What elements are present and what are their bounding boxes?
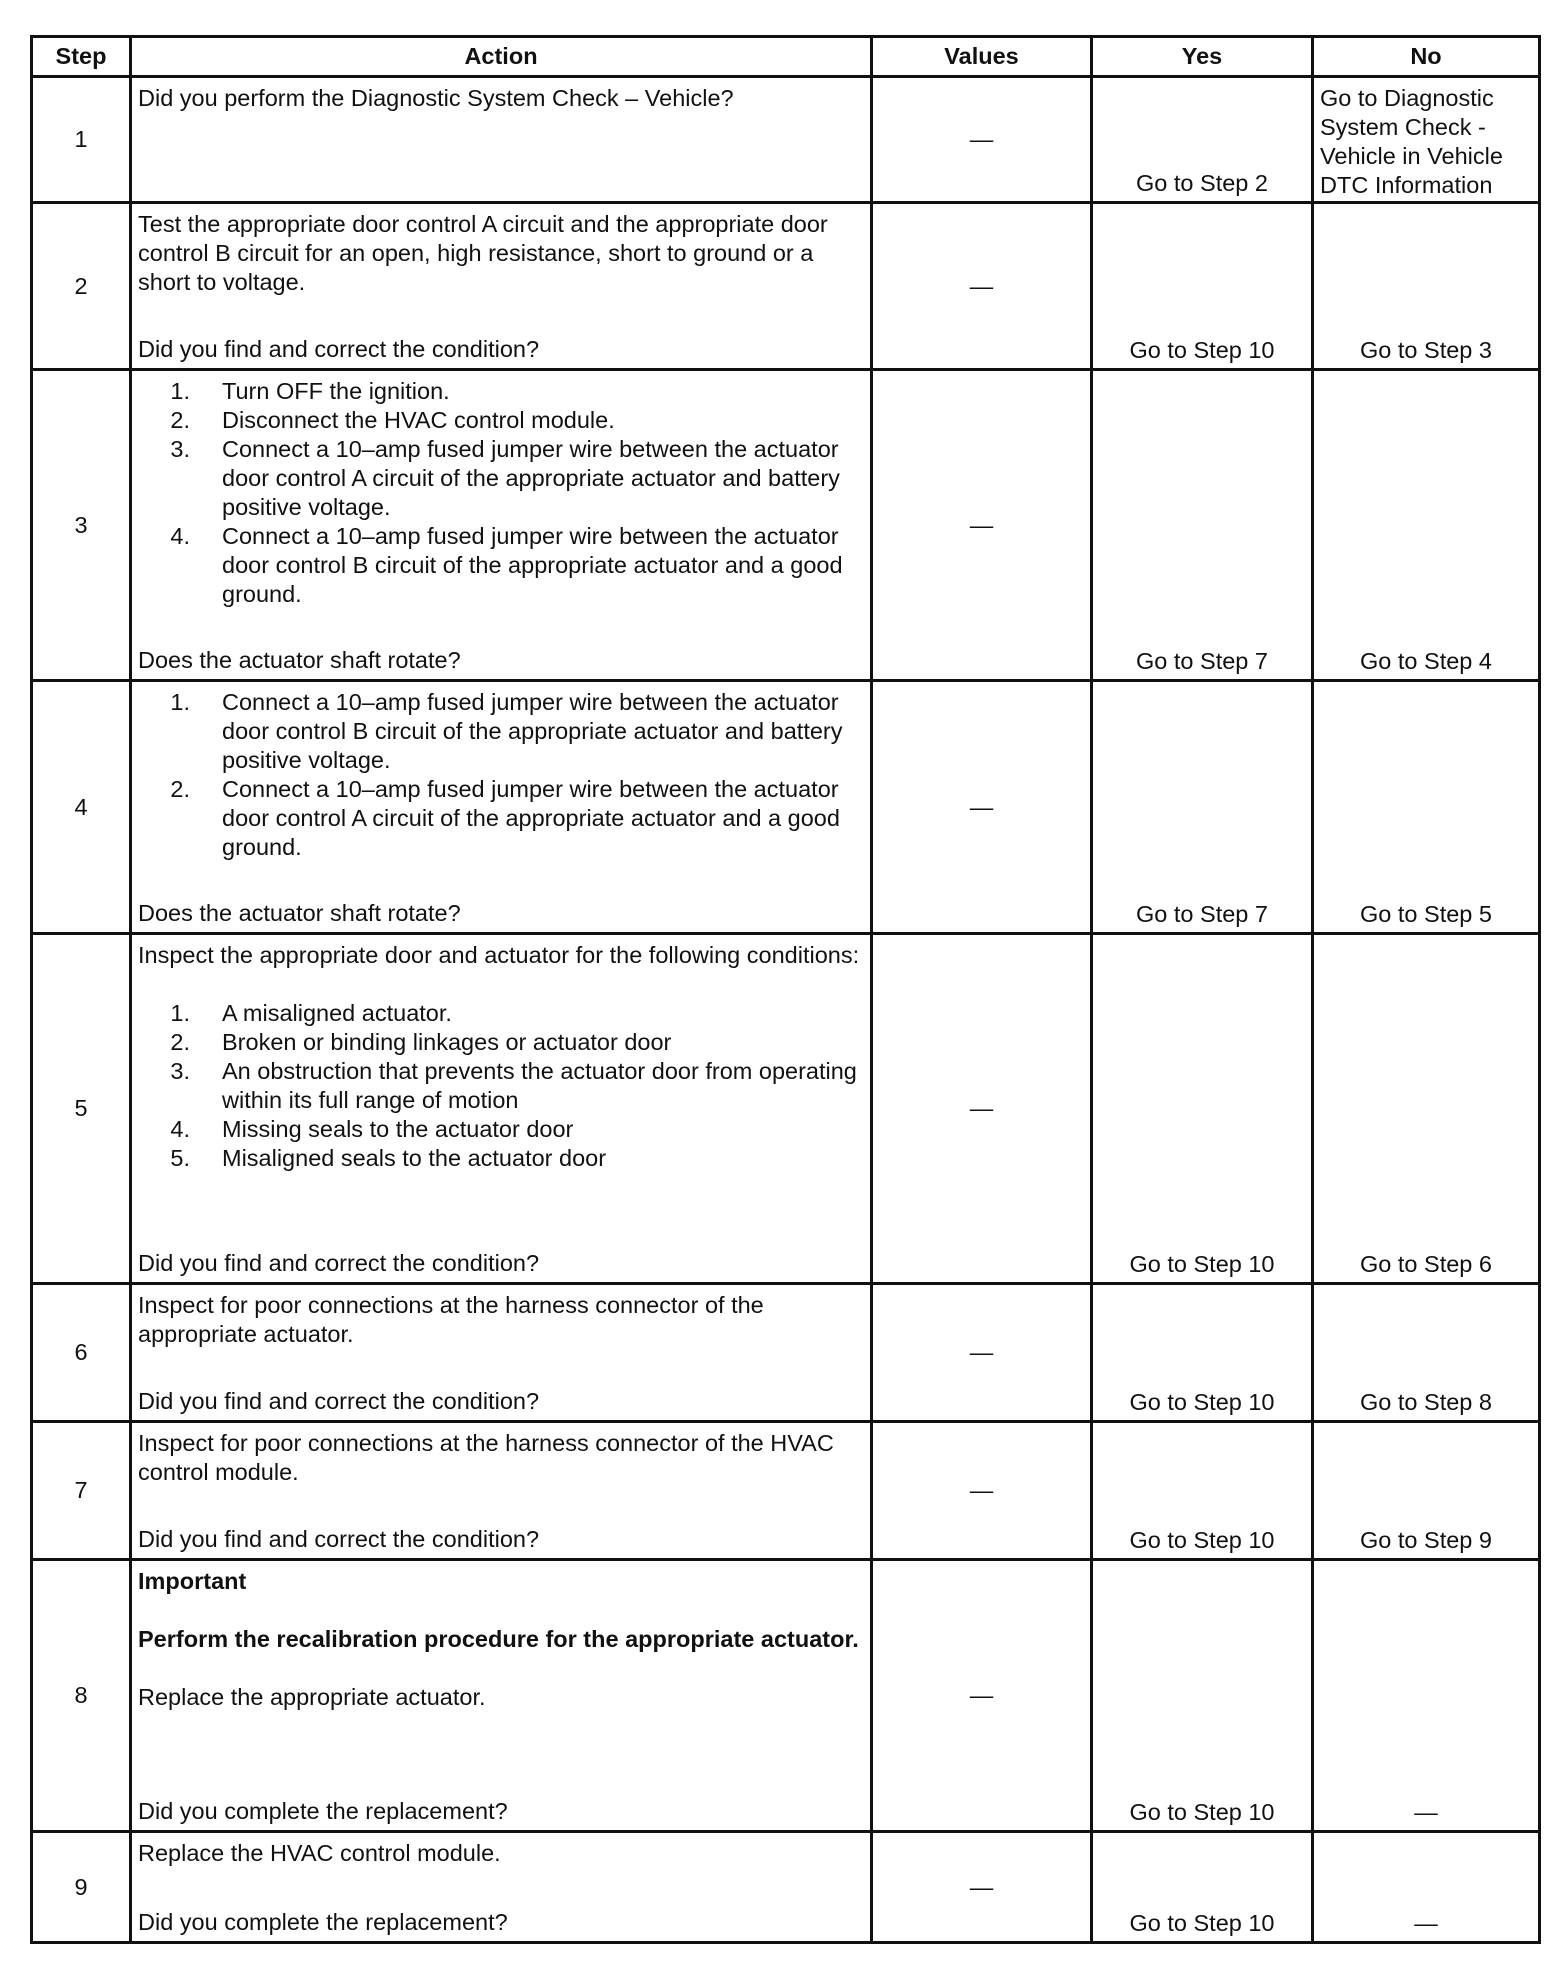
value-cell: — [872, 1832, 1092, 1943]
procedure-list [158, 688, 864, 899]
header-values: Values [872, 37, 1092, 77]
table-row [32, 1560, 1540, 1832]
no-value: — [1414, 1910, 1438, 1936]
list-item: 3. An obstruction that prevents the actuator door from operating within its full range of motion [170, 1058, 857, 1113]
yes-link[interactable]: Go to Step 10 [1129, 1910, 1275, 1936]
yes-link[interactable]: Go to Step 10 [1129, 1251, 1275, 1277]
important-note: Perform the recalibration procedure for the appropriate actuator. [138, 1626, 859, 1652]
no-cell [1313, 934, 1540, 1284]
yes-link[interactable]: Go to Step 10 [1129, 1527, 1275, 1553]
action-question: Does the actuator shaft rotate? [138, 900, 461, 926]
value-cell: — [872, 370, 1092, 681]
action-cell [131, 1560, 872, 1832]
table-row [32, 203, 1540, 370]
no-cell [1313, 1422, 1540, 1560]
action-question: Did you complete the replacement? [138, 1909, 508, 1935]
yes-cell [1092, 1832, 1313, 1943]
yes-cell [1092, 1560, 1313, 1832]
yes-link[interactable]: Go to Step 7 [1136, 901, 1268, 927]
list-item: 3. Connect a 10–amp fused jumper wire between the actuator door control A circuit of the appropriate actuator and battery positive voltage. [170, 436, 840, 520]
yes-link[interactable]: Go to Step 10 [1129, 1799, 1275, 1825]
value-cell: — [872, 681, 1092, 934]
step-number: 5 [32, 934, 131, 1284]
table-row [32, 1832, 1540, 1943]
no-cell [1313, 1284, 1540, 1422]
step-number: 3 [32, 370, 131, 681]
diagnostic-table [30, 35, 1541, 1944]
no-cell [1313, 1560, 1540, 1832]
list-item: 2. Broken or binding linkages or actuator door [170, 1029, 672, 1055]
no-value: — [1414, 1799, 1438, 1825]
yes-cell [1092, 1422, 1313, 1560]
header-yes: Yes [1092, 37, 1313, 77]
no-link[interactable]: Go to Step 6 [1360, 1251, 1492, 1277]
yes-cell [1092, 681, 1313, 934]
yes-link[interactable]: Go to Step 7 [1136, 648, 1268, 674]
header-step: Step [32, 37, 131, 77]
action-cell [131, 203, 872, 370]
value-cell: — [872, 1284, 1092, 1422]
action-text: Did you perform the Diagnostic System Check – Vehicle? [138, 85, 734, 111]
list-item: 1. Turn OFF the ignition. [170, 378, 450, 404]
yes-cell [1092, 1284, 1313, 1422]
value-cell: — [872, 77, 1092, 203]
action-question: Does the actuator shaft rotate? [138, 647, 461, 673]
step-number: 6 [32, 1284, 131, 1422]
action-question: Did you find and correct the condition? [138, 1388, 540, 1414]
action-text: Replace the HVAC control module. [138, 1840, 501, 1866]
procedure-list [158, 377, 864, 646]
no-link[interactable]: Go to Step 5 [1360, 901, 1492, 927]
no-link[interactable]: Go to Step 3 [1360, 337, 1492, 363]
action-cell [131, 1422, 872, 1560]
action-question: Did you find and correct the condition? [138, 1250, 540, 1276]
table-row [32, 370, 1540, 681]
action-text: Inspect for poor connections at the harness connector of the appropriate actuator. [138, 1292, 764, 1347]
header-no: No [1313, 37, 1540, 77]
list-item: 2. Connect a 10–amp fused jumper wire between the actuator door control A circuit of the appropriate actuator and a good ground. [170, 776, 840, 860]
step-number: 9 [32, 1832, 131, 1943]
no-cell [1313, 203, 1540, 370]
action-text: Inspect the appropriate door and actuator for the following conditions: [138, 942, 860, 968]
list-item: 5. Misaligned seals to the actuator door [170, 1145, 607, 1171]
no-cell [1313, 1832, 1540, 1943]
no-link[interactable]: Go to Step 9 [1360, 1527, 1492, 1553]
list-item: 1. A misaligned actuator. [170, 1000, 452, 1026]
yes-cell [1092, 370, 1313, 681]
table-row [32, 1422, 1540, 1560]
yes-cell [1092, 203, 1313, 370]
action-text: Test the appropriate door control A circuit and the appropriate door control B circuit for an open, high resistance, short to ground or a short to voltage. [138, 211, 828, 295]
table-row [32, 934, 1540, 1284]
list-item: 4. Connect a 10–amp fused jumper wire between the actuator door control B circuit of the appropriate actuator and a good ground. [170, 523, 843, 607]
action-question: Did you find and correct the condition? [138, 336, 540, 362]
no-link[interactable]: Go to Diagnostic System Check - Vehicle in Vehicle DTC Information [1320, 85, 1503, 198]
no-cell [1313, 681, 1540, 934]
yes-link[interactable]: Go to Step 10 [1129, 1389, 1275, 1415]
important-label: Important [138, 1568, 247, 1594]
action-text: Inspect for poor connections at the harness connector of the HVAC control module. [138, 1430, 834, 1485]
action-question: Did you find and correct the condition? [138, 1526, 540, 1552]
value-cell: — [872, 203, 1092, 370]
action-cell [131, 681, 872, 934]
action-question: Did you complete the replacement? [138, 1798, 508, 1824]
step-number: 7 [32, 1422, 131, 1560]
value-cell: — [872, 1422, 1092, 1560]
step-number: 4 [32, 681, 131, 934]
condition-list [158, 999, 864, 1173]
list-item: 2. Disconnect the HVAC control module. [170, 407, 615, 433]
table-row [32, 1284, 1540, 1422]
header-row [32, 37, 1540, 77]
yes-link[interactable]: Go to Step 10 [1129, 337, 1275, 363]
no-link[interactable]: Go to Step 4 [1360, 648, 1492, 674]
yes-cell [1092, 934, 1313, 1284]
no-cell [1313, 77, 1540, 203]
step-number: 1 [32, 77, 131, 203]
value-cell: — [872, 934, 1092, 1284]
header-action: Action [131, 37, 872, 77]
yes-link[interactable]: Go to Step 2 [1136, 170, 1268, 196]
step-number: 8 [32, 1560, 131, 1832]
list-item: 1. Connect a 10–amp fused jumper wire between the actuator door control B circuit of the appropriate actuator and battery positive voltage. [170, 689, 843, 773]
action-cell [131, 1284, 872, 1422]
no-link[interactable]: Go to Step 8 [1360, 1389, 1492, 1415]
yes-cell [1092, 77, 1313, 203]
action-cell [131, 77, 872, 203]
table-row [32, 681, 1540, 934]
table-row [32, 77, 1540, 203]
action-text: Replace the appropriate actuator. [138, 1684, 486, 1710]
list-item: 4. Missing seals to the actuator door [170, 1116, 574, 1142]
value-cell: — [872, 1560, 1092, 1832]
step-number: 2 [32, 203, 131, 370]
no-cell [1313, 370, 1540, 681]
action-cell [131, 1832, 872, 1943]
action-cell [131, 370, 872, 681]
action-cell [131, 934, 872, 1284]
